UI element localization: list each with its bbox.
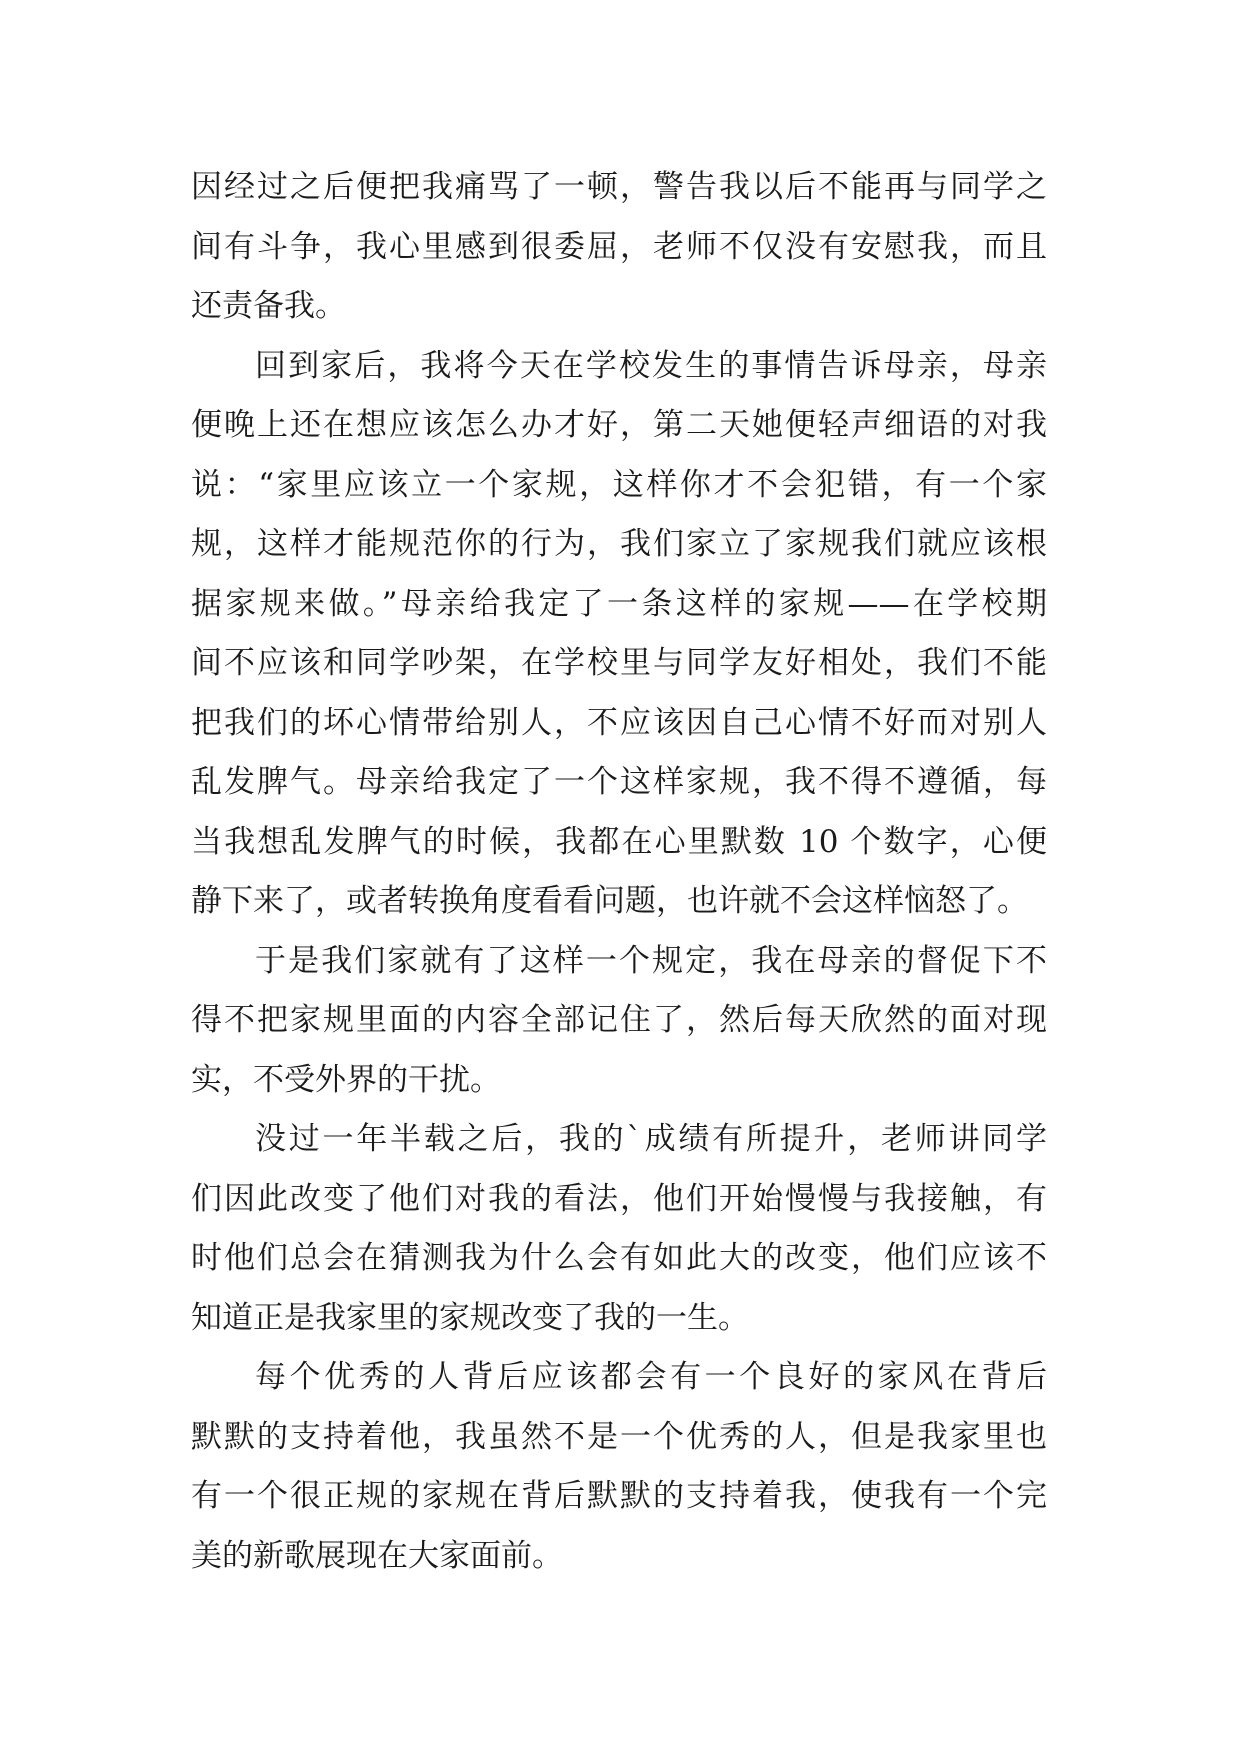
text-line: 间有斗争，我心里感到很委屈，老师不仅没有安慰我，而且 xyxy=(191,228,1047,265)
text-line: 静下来了，或者转换角度看看问题，也许就不会这样恼怒了。 xyxy=(191,883,1028,919)
text-line: 于是我们家就有了这样一个规定，我在母亲的督促下不 xyxy=(255,942,1047,979)
text-line: 默默的支持着他，我虽然不是一个优秀的人，但是我家里也 xyxy=(191,1418,1047,1455)
text-line: 美的新歌展现在大家面前。 xyxy=(191,1537,563,1574)
paragraph xyxy=(191,1348,1047,1586)
text-line: 当我想乱发脾气的时候，我都在心里默数 10 个数字，心便 xyxy=(191,823,1047,860)
text-line: 们因此改变了他们对我的看法，他们开始慢慢与我接触，有 xyxy=(191,1180,1047,1217)
text-line: 说：“家里应该立一个家规，这样你才不会犯错，有一个家 xyxy=(191,466,1047,503)
text-line: 时他们总会在猜测我为什么会有如此大的改变，他们应该不 xyxy=(191,1240,1047,1276)
paragraph xyxy=(191,158,1047,337)
text-line: 每个优秀的人背后应该都会有一个良好的家风在背后 xyxy=(255,1359,1047,1395)
paragraph xyxy=(191,337,1047,932)
text-line: 没过一年半载之后，我的`成绩有所提升，老师讲同学 xyxy=(255,1121,1047,1157)
text-line: 有一个很正规的家规在背后默默的支持着我，使我有一个完 xyxy=(191,1478,1047,1514)
text-line: 得不把家规里面的内容全部记住了，然后每天欣然的面对现 xyxy=(191,1002,1047,1038)
text-line: 还责备我。 xyxy=(191,288,346,324)
text-line: 便晚上还在想应该怎么办才好，第二天她便轻声细语的对我 xyxy=(191,407,1047,443)
text-line: 间不应该和同学吵架，在学校里与同学友好相处，我们不能 xyxy=(191,645,1047,681)
text-line: 据家规来做。”母亲给我定了一条这样的家规——在学校期 xyxy=(191,585,1047,622)
text-line: 实，不受外界的干扰。 xyxy=(191,1061,501,1098)
text-line: 回到家后，我将今天在学校发生的事情告诉母亲，母亲 xyxy=(255,347,1047,384)
body-text xyxy=(191,158,1047,1586)
text-line: 把我们的坏心情带给别人，不应该因自己心情不好而对别人 xyxy=(191,704,1047,741)
text-line: 规，这样才能规范你的行为，我们家立了家规我们就应该根 xyxy=(191,526,1047,562)
text-line: 知道正是我家里的家规改变了我的一生。 xyxy=(191,1299,749,1336)
paragraph xyxy=(191,932,1047,1111)
text-line: 因经过之后便把我痛骂了一顿，警告我以后不能再与同学之 xyxy=(191,169,1047,205)
paragraph xyxy=(191,1110,1047,1348)
text-line: 乱发脾气。母亲给我定了一个这样家规，我不得不遵循，每 xyxy=(191,764,1047,800)
